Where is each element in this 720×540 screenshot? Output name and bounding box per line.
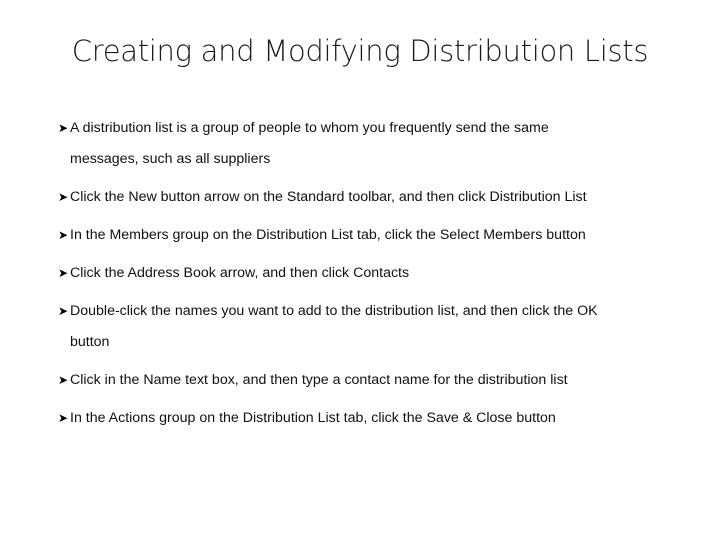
bullet-text: Click the New button arrow on the Standard toolbar, and then click Distribution List (70, 189, 587, 205)
bullet-item (58, 296, 662, 358)
arrow-right-icon: ➤ (58, 373, 69, 387)
arrow-right-icon: ➤ (58, 304, 69, 318)
arrow-right-icon: ➤ (58, 228, 69, 242)
bullet-text-continuation: messages, such as all suppliers (70, 151, 271, 167)
bullet-text: In the Actions group on the Distribution List tab, click the Save & Close button (70, 410, 556, 426)
arrow-right-icon: ➤ (58, 121, 69, 135)
bullet-item (58, 365, 662, 396)
arrow-right-icon: ➤ (58, 190, 69, 204)
bullet-item (58, 182, 662, 213)
bullet-item (58, 113, 662, 175)
bullet-text: Click the Address Book arrow, and then click Contacts (70, 265, 410, 281)
bullet-text: Click in the Name text box, and then type a contact name for the distribution list (70, 372, 568, 388)
bullet-text: A distribution list is a group of people to whom you frequently send the same (70, 120, 549, 136)
bullet-list (58, 113, 662, 441)
arrow-right-icon: ➤ (58, 411, 69, 425)
bullet-text: Double-click the names you want to add to the distribution list, and then click the OK (70, 303, 598, 319)
bullet-text-continuation: button (70, 334, 110, 350)
arrow-right-icon: ➤ (58, 266, 69, 280)
bullet-text: In the Members group on the Distribution List tab, click the Select Members button (70, 227, 586, 243)
slide-title: Creating and Modifying Distribution Lists (71, 34, 649, 68)
bullet-item (58, 258, 662, 289)
bullet-item (58, 403, 662, 434)
bullet-item (58, 220, 662, 251)
